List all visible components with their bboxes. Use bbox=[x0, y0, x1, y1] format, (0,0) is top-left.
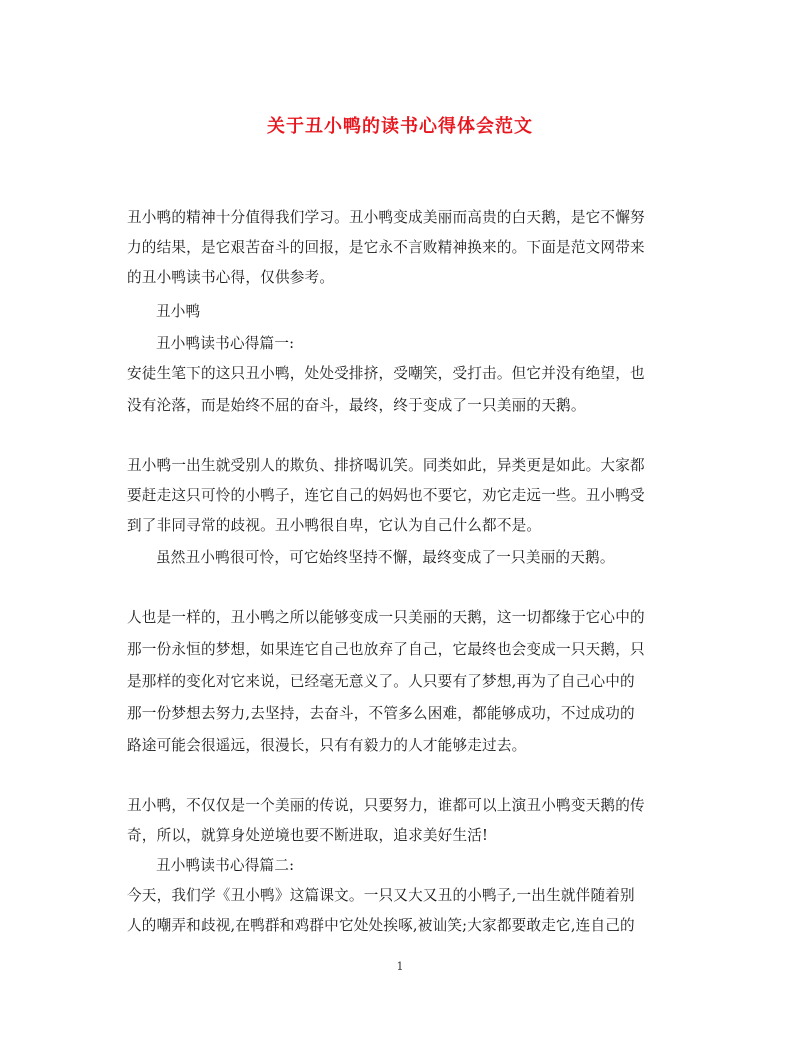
paragraph-line: 到了非同寻常的歧视。丑小鸭很自卑，它认为自己什么都不是。 bbox=[127, 517, 542, 534]
paragraph-line: 那一份永恒的梦想，如果连它自己也放弃了自己，它最终也会变成一只天鹅，只 bbox=[127, 641, 645, 658]
paragraph-line: 丑小鸭一出生就受别人的欺负、排挤喝讥笑。同类如此，异类更是如此。大家都 bbox=[127, 457, 645, 474]
paragraph-line: 人也是一样的，丑小鸭之所以能够变成一只美丽的天鹅，这一切都缘于它心中的 bbox=[127, 609, 645, 626]
paragraph-line: 是那样的变化对它来说，已经毫无意义了。人只要有了梦想,再为了自己心中的 bbox=[127, 673, 635, 690]
section-heading: 丑小鸭读书心得篇二: bbox=[156, 857, 295, 874]
paragraph-line: 人的嘲弄和歧视,在鸭群和鸡群中它处处挨啄,被讪笑;大家都要敢走它,连自己的 bbox=[127, 917, 635, 934]
paragraph-line: 那一份梦想去努力,去坚持，去奋斗，不管多么困难，都能够成功，不过成功的 bbox=[127, 705, 635, 722]
paragraph-line: 要赶走这只可怜的小鸭子，连它自己的妈妈也不要它，劝它走远一些。丑小鸭受 bbox=[127, 487, 645, 504]
paragraph-line: 安徒生笔下的这只丑小鸭，处处受排挤，受嘲笑，受打击。但它并没有绝望，也 bbox=[127, 365, 645, 382]
paragraph-line: 路途可能会很遥远，很漫长，只有有毅力的人才能够走过去。 bbox=[127, 737, 527, 754]
paragraph-line: 力的结果，是它艰苦奋斗的回报，是它永不言败精神换来的。下面是范文网带来 bbox=[127, 239, 645, 256]
section-heading: 丑小鸭读书心得篇一: bbox=[156, 335, 295, 352]
paragraph-line: 丑小鸭，不仅仅是一个美丽的传说，只要努力，谁都可以上演丑小鸭变天鹅的传 bbox=[127, 797, 645, 814]
paragraph-line: 的丑小鸭读书心得，仅供参考。 bbox=[127, 269, 335, 286]
paragraph-line: 丑小鸭的精神十分值得我们学习。丑小鸭变成美丽而高贵的白天鹅，是它不懈努 bbox=[127, 209, 645, 226]
paragraph-line: 虽然丑小鸭很可怜，可它始终坚持不懈，最终变成了一只美丽的天鹅。 bbox=[156, 549, 615, 566]
paragraph-line: 今天，我们学《丑小鸭》这篇课文。一只又大又丑的小鸭子,一出生就伴随着别 bbox=[127, 887, 635, 904]
paragraph-line: 奇，所以，就算身处逆境也要不断进取，追求美好生活! bbox=[127, 827, 489, 844]
paragraph-line: 没有沦落，而是始终不屈的奋斗，最终，终于变成了一只美丽的天鹅。 bbox=[127, 397, 586, 414]
document-title: 关于丑小鸭的读书心得体会范文 bbox=[267, 116, 533, 137]
section-heading: 丑小鸭 bbox=[156, 303, 201, 320]
page-number: 1 bbox=[396, 960, 404, 973]
